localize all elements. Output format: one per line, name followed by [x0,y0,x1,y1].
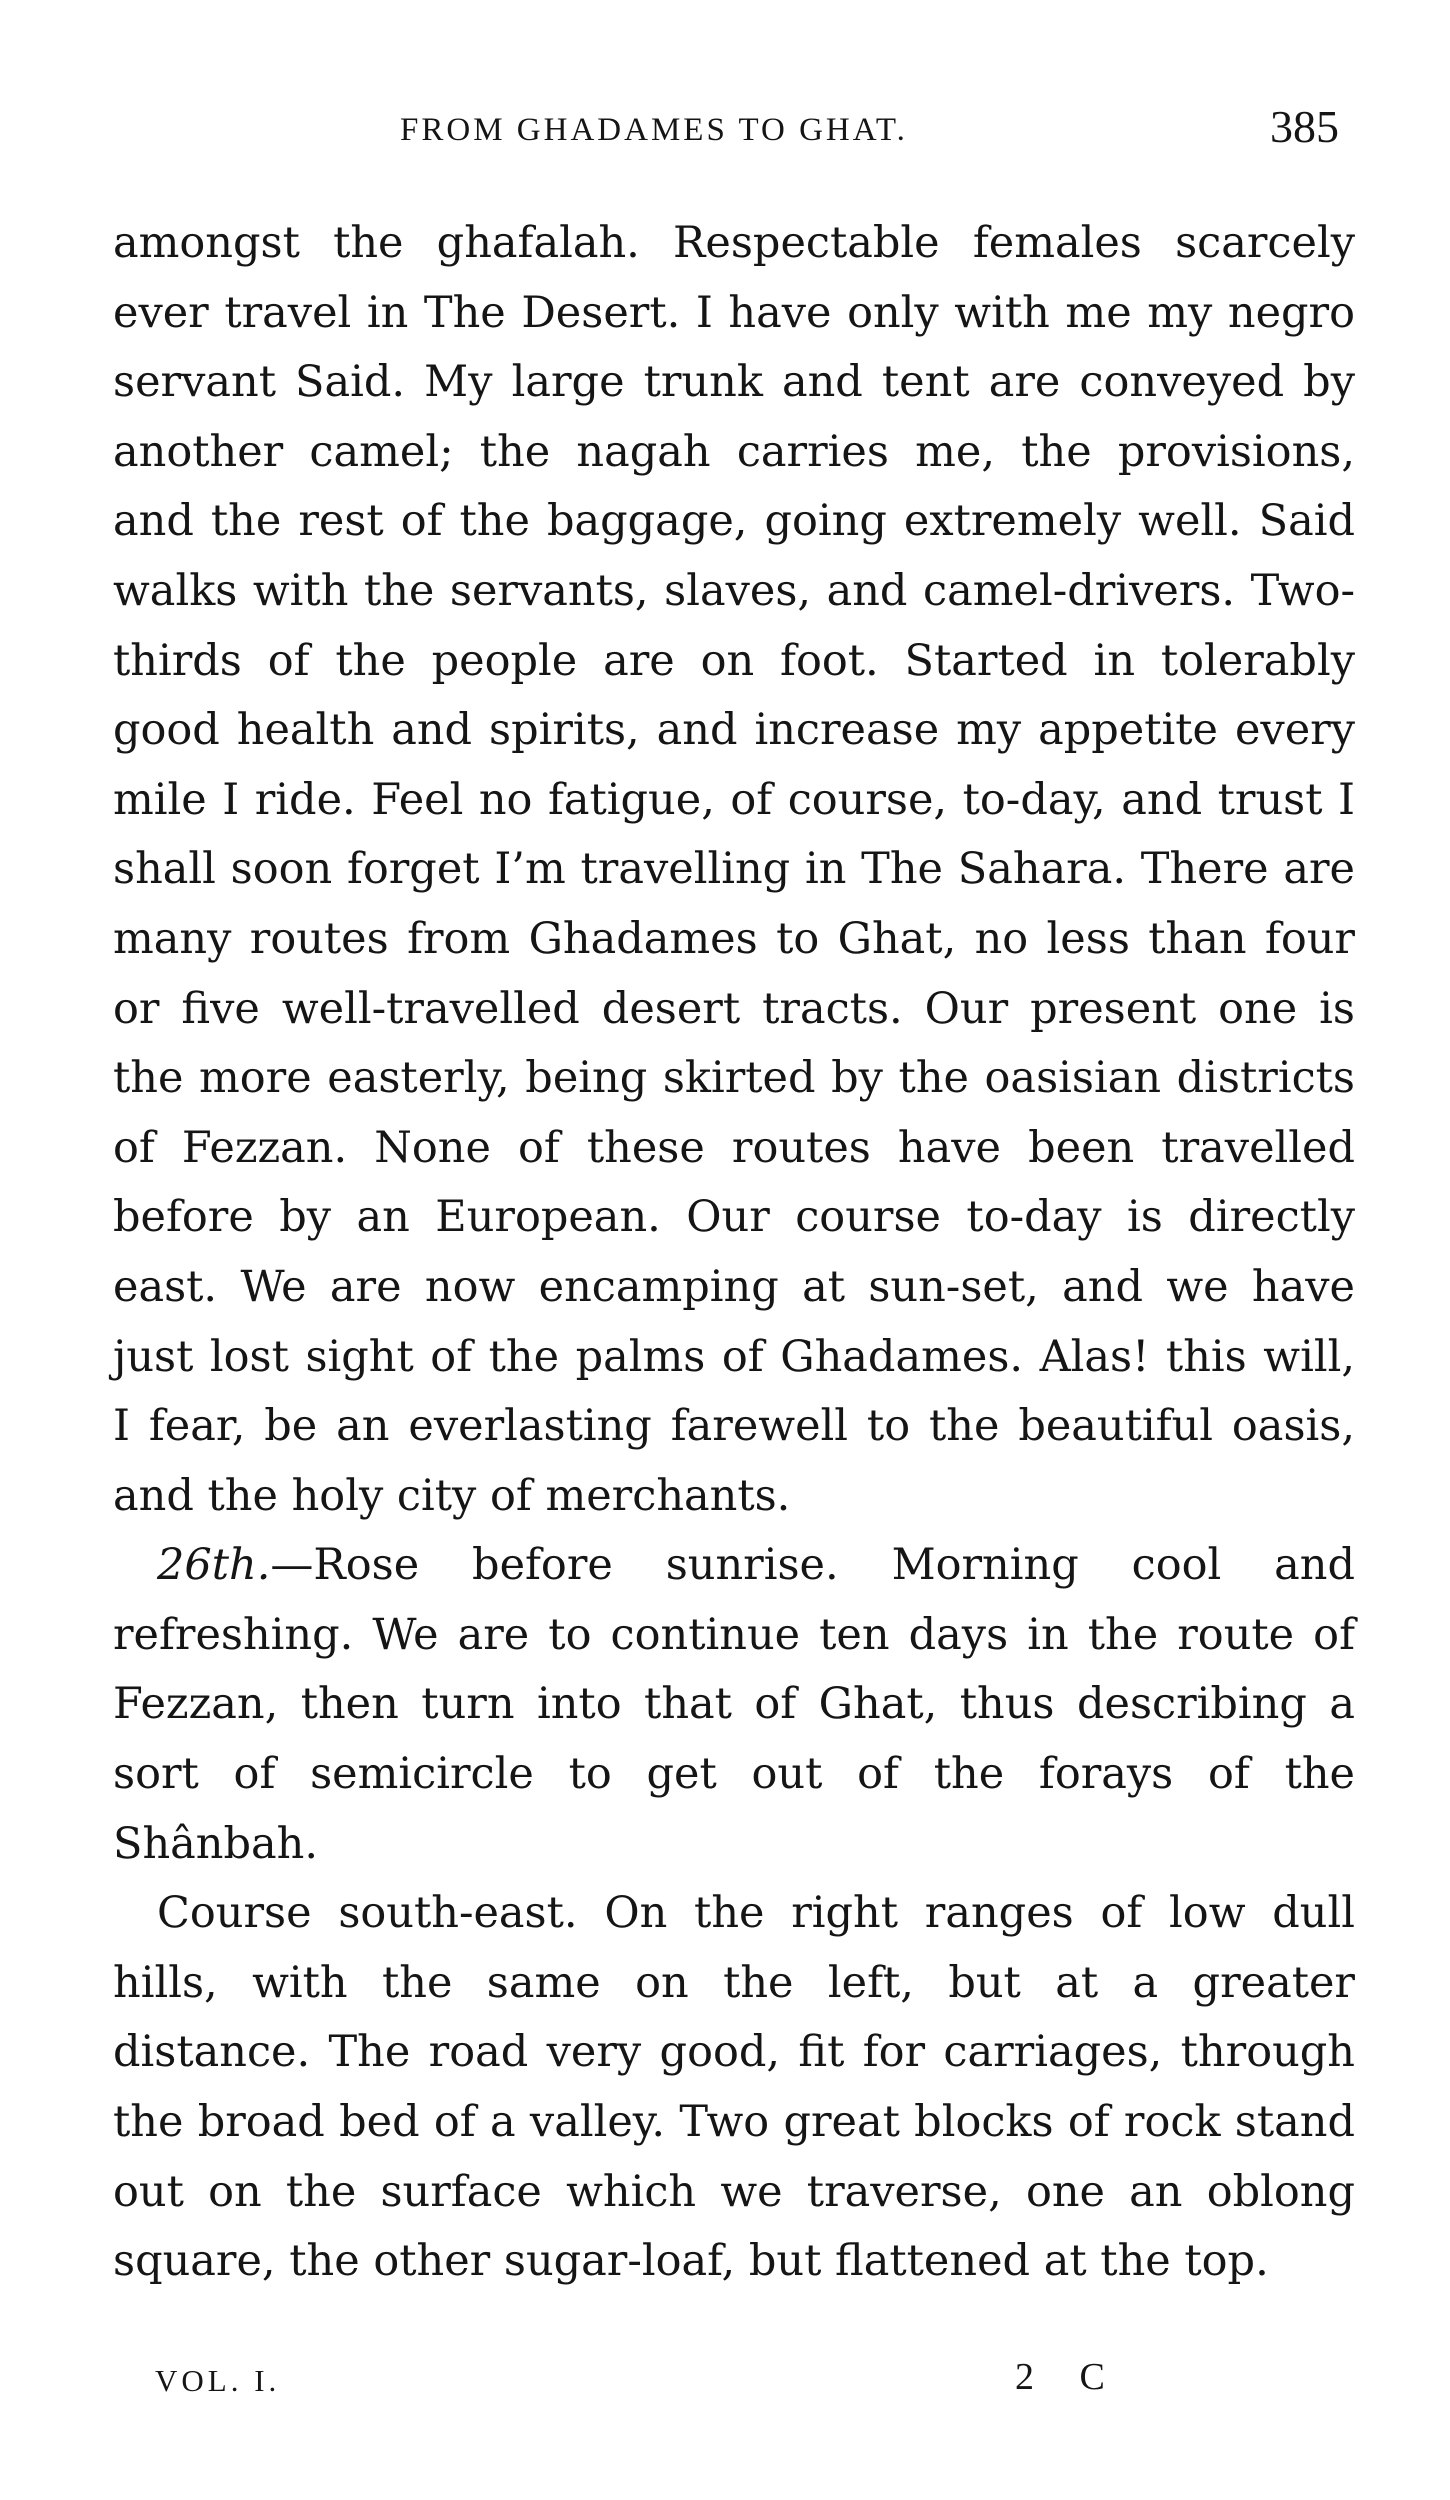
diary-date: 26th. [157,1540,271,1591]
paragraph-3 [113,1879,1355,2297]
paragraph-3-text: Course south-east. On the right ranges of low dull hills, with the same on the left, but at a greater distance. The road very good, fit for carriages, through the broad bed of a valley. Two great blocks of rock stand out on the surface which we traverse, one an oblong square, the other sugar-loaf, but flattened at the top. [113,1888,1355,2287]
paragraph-2 [113,1531,1355,1879]
body-text [113,209,1355,2297]
paragraph-1 [113,209,1355,1531]
signature-mark: 2 C [1015,2356,1123,2398]
paragraph-1-text: amongst the ghafalah. Respectable females scarcely ever travel in The Desert. I have only with me my negro servant Said. My large trunk and tent are conveyed by another camel; the nagah carries me, the provisions, and the rest of the baggage, going extremely well. Said walks with the servants, slaves, and camel-drivers. Two-thirds of the people are on foot. Started in tolerably good health and spirits, and increase my appetite every mile I ride. Feel no fatigue, of course, to-day, and trust I shall soon forget I’m travelling in The Sahara. There are many routes from Ghadames to Ghat, no less than four or five well-travelled desert tracts. Our present one is the more easterly, being skirted by the oasisian districts of Fezzan. None of these routes have been travelled before by an European. Our course to-day is directly east. We are now encamping at sun-set, and we have just lost sight of the palms of Ghadames. Alas! this will, I fear, be an everlasting farewell to the beautiful oasis, and the holy city of merchants. [113,218,1355,1521]
paragraph-2-text: —Rose before sunrise. Morning cool and refreshing. We are to continue ten days in the route of Fezzan, then turn into that of Ghat, thus describing a sort of semicircle to get out of the forays of the Shânbah. [113,1540,1355,1869]
volume-label: VOL. I. [155,2363,281,2398]
page-number: 385 [1270,101,1339,152]
running-head: FROM GHADAMES TO GHAT. [400,112,908,148]
